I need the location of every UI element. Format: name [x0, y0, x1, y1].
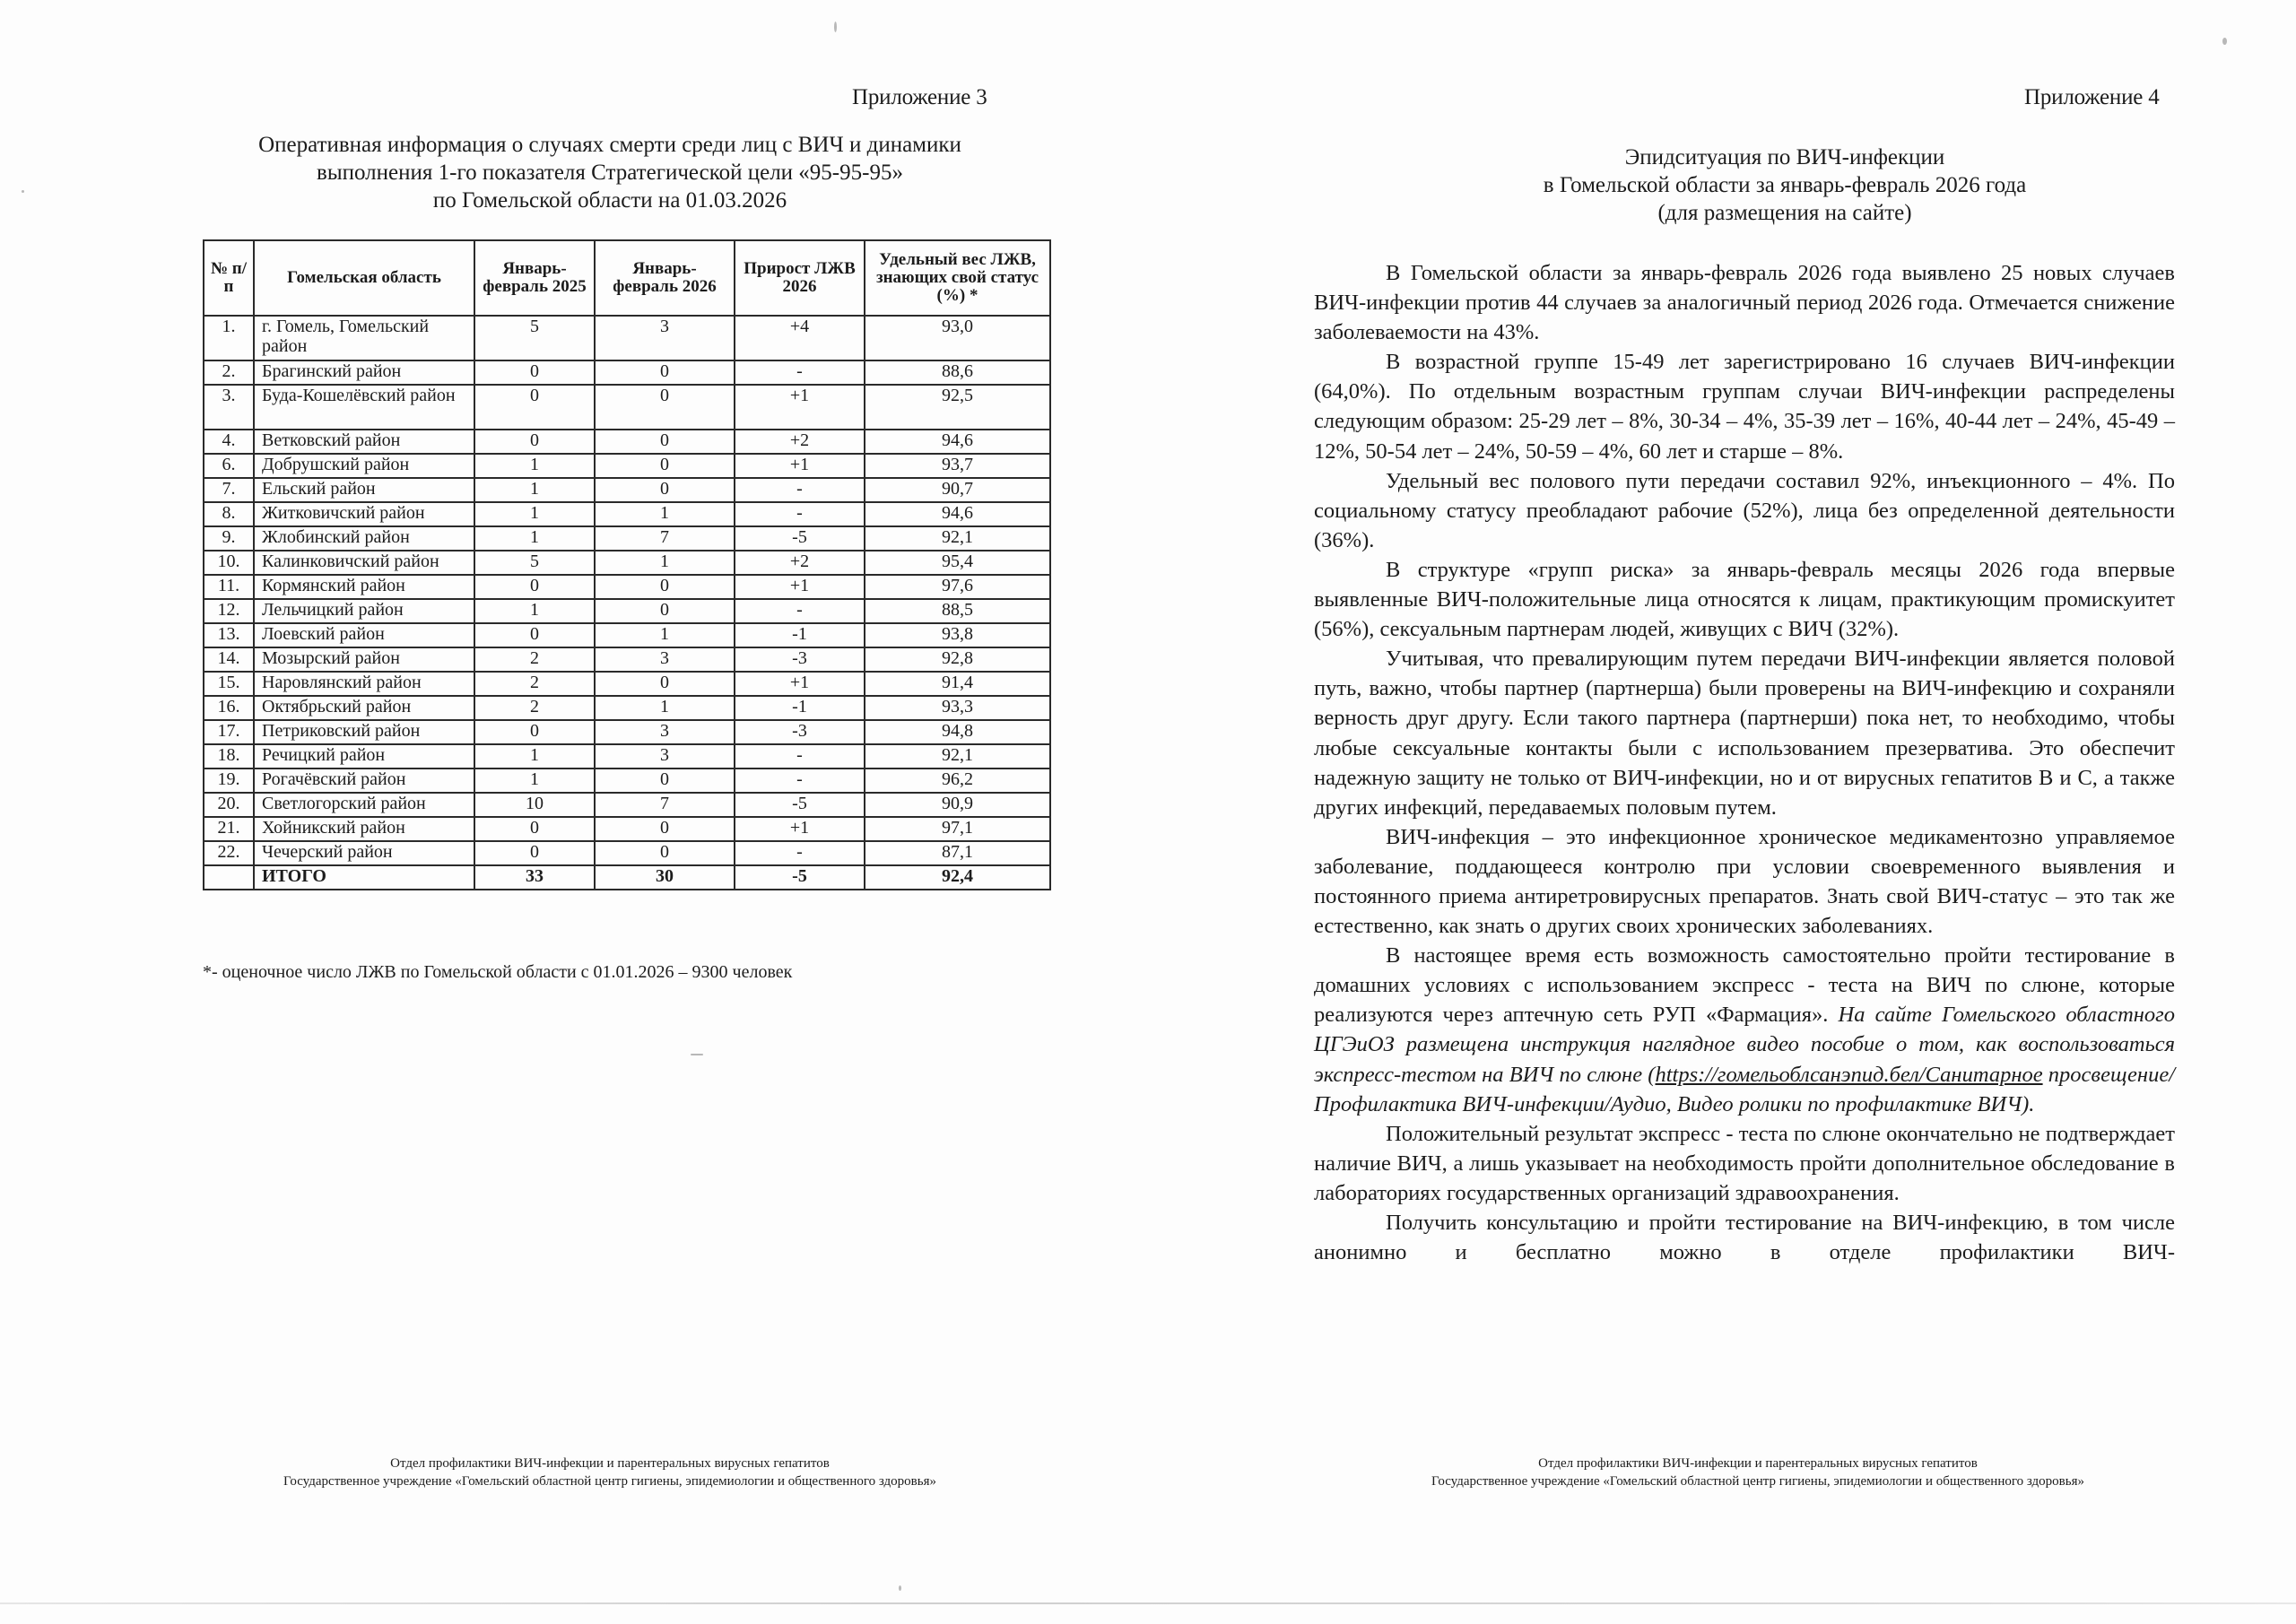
cell-region: Хойникский район: [254, 817, 474, 841]
cell-region: Лельчицкий район: [254, 599, 474, 623]
cell-share: 96,2: [865, 769, 1050, 793]
cell-region: Ветковский район: [254, 430, 474, 454]
table-row: [204, 454, 1050, 478]
document-title: [1381, 143, 2188, 227]
cell-num: 6.: [204, 454, 254, 478]
cell-num: 4.: [204, 430, 254, 454]
cell-num: 10.: [204, 551, 254, 575]
table-footnote: *- оценочное число ЛЖВ по Гомельской области с 01.01.2026 – 9300 человек: [203, 962, 793, 982]
title-line: Оперативная информация о случаях смерти среди лиц с ВИЧ и динамики: [258, 133, 961, 157]
cell-num: 11.: [204, 575, 254, 599]
scan-edge-line: [0, 1602, 2296, 1604]
table-row: [204, 696, 1050, 720]
cell-num: 22.: [204, 841, 254, 865]
document-title: [161, 131, 1058, 214]
cell-jan-feb-2025: 0: [474, 841, 595, 865]
footer-line: Государственное учреждение «Гомельский областной центр гигиены, эпидемиологии и общественного здоровья»: [1431, 1474, 2084, 1489]
cell-jan-feb-2026: 0: [595, 478, 735, 502]
table-row: [204, 575, 1050, 599]
cell-jan-feb-2026: 0: [595, 575, 735, 599]
table-header-row: [204, 240, 1050, 316]
paragraph-transmission: Удельный вес полового пути передачи составил 92%, инъекционного – 4%. По социальному статусу преобладают рабочие (52%), лица без определенной деятельности (36%).: [1314, 468, 2175, 552]
table-row: [204, 526, 1050, 551]
cell-jan-feb-2025: 1: [474, 769, 595, 793]
col-header-growth: Прирост ЛЖВ 2026: [735, 240, 865, 316]
cell-share: 90,9: [865, 793, 1050, 817]
cell-jan-feb-2025: 2: [474, 696, 595, 720]
cell-jan-feb-2026: 0: [595, 817, 735, 841]
self-testing-text: В настоящее время есть возможность самостоятельно пройти тестирование в домашних условиях с использованием экспресс - теста на ВИЧ по слюне, которые реализуются через аптечную сеть РУП «Фармация».: [1314, 943, 2175, 1028]
article-body: [1314, 258, 2175, 1267]
cell-jan-feb-2026: 30: [595, 865, 735, 890]
appendix-label: Приложение 4: [2024, 85, 2160, 109]
cell-share: 88,5: [865, 599, 1050, 623]
cell-growth: +1: [735, 575, 865, 599]
cell-region: Рогачёвский район: [254, 769, 474, 793]
cell-jan-feb-2025: 0: [474, 623, 595, 647]
self-testing-italic: На сайте Гомельского областного ЦГЭиОЗ размещена инструкция наглядное видео пособие о том, как воспользоваться экспресс-тестом на ВИЧ по слюне (: [1314, 1003, 2175, 1087]
table-row: [204, 385, 1050, 430]
table-row: [204, 672, 1050, 696]
self-testing-italic-after: просвещение/ Профилактика ВИЧ-инфекции/Аудио, Видео ролики по профилактике ВИЧ).: [1314, 1062, 2176, 1116]
cell-jan-feb-2026: 0: [595, 599, 735, 623]
cell-share: 93,7: [865, 454, 1050, 478]
cell-growth: -3: [735, 647, 865, 672]
cell-growth: -: [735, 599, 865, 623]
cell-jan-feb-2026: 3: [595, 744, 735, 769]
scan-speck: [22, 190, 24, 193]
cell-jan-feb-2025: 33: [474, 865, 595, 890]
cell-share: 90,7: [865, 478, 1050, 502]
paragraph-risk-groups: В структуре «групп риска» за январь-февраль месяцы 2026 года впервые выявленные ВИЧ-положительные лица относятся к лицам, практикующим промискуитет (56%), сексуальным партнерам людей, живущих с ВИЧ (32%).: [1314, 557, 2175, 642]
cell-jan-feb-2026: 3: [595, 647, 735, 672]
col-header-2026: Январь- февраль 2026: [595, 240, 735, 316]
cell-growth: +2: [735, 430, 865, 454]
cell-num: 20.: [204, 793, 254, 817]
cell-growth: +1: [735, 672, 865, 696]
col-header-region: Гомельская область: [254, 240, 474, 316]
table-row: [204, 478, 1050, 502]
cell-num: 12.: [204, 599, 254, 623]
cell-share: 95,4: [865, 551, 1050, 575]
cell-region: г. Гомель, Гомельский район: [254, 316, 474, 360]
cell-jan-feb-2026: 0: [595, 454, 735, 478]
cell-region: Петриковский район: [254, 720, 474, 744]
cell-growth: +1: [735, 454, 865, 478]
cell-num: 9.: [204, 526, 254, 551]
footer-line: Отдел профилактики ВИЧ-инфекции и парентеральных вирусных гепатитов: [390, 1456, 830, 1471]
cell-growth: -5: [735, 865, 865, 890]
cell-num: 21.: [204, 817, 254, 841]
paragraph-prevention: Учитывая, что превалирующим путем передачи ВИЧ-инфекции является половой путь, важно, чтобы партнер (партнерша) были проверены на ВИЧ-инфекцию и сохраняли верность друг другу. Если такого партнера (партнерши) пока нет, то необходимо, чтобы любые сексуальные контакты были с использованием презерватива. Это обеспечит надежную защиту не только от ВИЧ-инфекции, но и от вирусных гепатитов В и С, а также других инфекций, передаваемых половым путем.: [1314, 647, 2175, 820]
cell-share: 93,8: [865, 623, 1050, 647]
cell-share: 87,1: [865, 841, 1050, 865]
title-line: выполнения 1-го показателя Стратегической цели «95-95-95»: [317, 161, 903, 185]
cell-growth: -: [735, 841, 865, 865]
cell-num: [204, 865, 254, 890]
cell-share: 91,4: [865, 672, 1050, 696]
cell-growth: -1: [735, 623, 865, 647]
cell-growth: -5: [735, 793, 865, 817]
cell-jan-feb-2026: 3: [595, 316, 735, 360]
cell-jan-feb-2026: 0: [595, 672, 735, 696]
cell-jan-feb-2025: 1: [474, 502, 595, 526]
scan-speck: [691, 1054, 703, 1055]
cell-jan-feb-2026: 7: [595, 793, 735, 817]
table-row: [204, 744, 1050, 769]
cell-num: 15.: [204, 672, 254, 696]
paragraph-self-testing: [1314, 941, 2175, 1119]
footer-line: Государственное учреждение «Гомельский областной центр гигиены, эпидемиологии и общественного здоровья»: [283, 1474, 936, 1489]
table-row: [204, 430, 1050, 454]
cell-growth: -: [735, 478, 865, 502]
cell-region: Светлогорский район: [254, 793, 474, 817]
cell-growth: -: [735, 360, 865, 385]
cell-region: Речицкий район: [254, 744, 474, 769]
table-row: [204, 841, 1050, 865]
table-row: [204, 817, 1050, 841]
table-row: [204, 316, 1050, 360]
cell-growth: -5: [735, 526, 865, 551]
table-row: [204, 720, 1050, 744]
cell-growth: +1: [735, 817, 865, 841]
cell-region: Кормянский район: [254, 575, 474, 599]
cell-jan-feb-2025: 1: [474, 599, 595, 623]
cell-jan-feb-2025: 0: [474, 385, 595, 430]
cell-jan-feb-2025: 0: [474, 430, 595, 454]
cell-growth: -: [735, 769, 865, 793]
appendix-label: Приложение 3: [852, 85, 987, 109]
cell-jan-feb-2025: 0: [474, 817, 595, 841]
table-row: [204, 599, 1050, 623]
table-row: [204, 551, 1050, 575]
cell-share: 93,3: [865, 696, 1050, 720]
cell-share: 92,1: [865, 744, 1050, 769]
col-header-num: № п/п: [204, 240, 254, 316]
cell-jan-feb-2025: 1: [474, 744, 595, 769]
cell-share: 92,4: [865, 865, 1050, 890]
title-line: (для размещения на сайте): [1657, 201, 1912, 225]
title-line: по Гомельской области на 01.03.2026: [432, 188, 787, 213]
cell-jan-feb-2025: 1: [474, 526, 595, 551]
table-row: [204, 623, 1050, 647]
cell-share: 92,8: [865, 647, 1050, 672]
scan-speck: [2222, 38, 2227, 45]
cell-region: Ельский район: [254, 478, 474, 502]
title-line: Эпидситуация по ВИЧ-инфекции: [1624, 145, 1945, 169]
cell-jan-feb-2026: 3: [595, 720, 735, 744]
cell-jan-feb-2025: 5: [474, 316, 595, 360]
table-total-row: [204, 865, 1050, 890]
cell-num: 7.: [204, 478, 254, 502]
cell-share: 93,0: [865, 316, 1050, 360]
col-header-2025: Январь- февраль 2025: [474, 240, 595, 316]
paragraph-positive-result: Положительный результат экспресс - теста по слюне окончательно не подтверждает наличие ВИЧ, а лишь указывает на необходимость пройти дополнительное обследование в лабораториях государственных организаций здравоохранения.: [1314, 1121, 2175, 1205]
cell-jan-feb-2025: 1: [474, 454, 595, 478]
cell-num: 13.: [204, 623, 254, 647]
cell-jan-feb-2025: 5: [474, 551, 595, 575]
cell-growth: -: [735, 502, 865, 526]
cell-region: Октябрьский район: [254, 696, 474, 720]
page-footer: [179, 1455, 1040, 1490]
paragraph-new-cases: В Гомельской области за январь-февраль 2026 года выявлено 25 новых случаев ВИЧ-инфекции против 44 случаев за аналогичный период 2026 года. Отмечается снижение заболеваемости на 43%.: [1314, 261, 2175, 345]
cell-jan-feb-2026: 0: [595, 430, 735, 454]
cell-region: Жлобинский район: [254, 526, 474, 551]
cell-growth: +4: [735, 316, 865, 360]
cell-region: Брагинский район: [254, 360, 474, 385]
cell-num: 16.: [204, 696, 254, 720]
cell-jan-feb-2026: 7: [595, 526, 735, 551]
cell-region: Наровлянский район: [254, 672, 474, 696]
cell-num: 2.: [204, 360, 254, 385]
cell-region: Калинковичский район: [254, 551, 474, 575]
scan-speck: [899, 1585, 901, 1591]
table-row: [204, 502, 1050, 526]
cell-region: Добрушский район: [254, 454, 474, 478]
cell-jan-feb-2026: 1: [595, 502, 735, 526]
cell-num: 18.: [204, 744, 254, 769]
cell-growth: +2: [735, 551, 865, 575]
hiv-data-table: [203, 239, 1051, 890]
cell-jan-feb-2026: 0: [595, 360, 735, 385]
table-row: [204, 769, 1050, 793]
page-footer: [1309, 1455, 2206, 1490]
cell-jan-feb-2026: 0: [595, 769, 735, 793]
cell-jan-feb-2025: 0: [474, 360, 595, 385]
cell-share: 97,6: [865, 575, 1050, 599]
cell-jan-feb-2026: 1: [595, 623, 735, 647]
cell-num: 14.: [204, 647, 254, 672]
cell-num: 8.: [204, 502, 254, 526]
website-link[interactable]: https://гомельоблсанэпид.бел/Санитарное: [1655, 1062, 2043, 1087]
cell-share: 92,1: [865, 526, 1050, 551]
cell-jan-feb-2026: 1: [595, 696, 735, 720]
cell-region: Буда-Кошелёвский район: [254, 385, 474, 430]
cell-num: 3.: [204, 385, 254, 430]
cell-region: Житковичский район: [254, 502, 474, 526]
cell-share: 94,6: [865, 502, 1050, 526]
table-row: [204, 793, 1050, 817]
cell-region: ИТОГО: [254, 865, 474, 890]
cell-share: 97,1: [865, 817, 1050, 841]
cell-jan-feb-2025: 10: [474, 793, 595, 817]
paragraph-chronic-disease: ВИЧ-инфекция – это инфекционное хроническое медикаментозно управляемое заболевание, поддающееся контролю при условии своевременного выявления и постоянного приема антиретровирусных препаратов. Знать свой ВИЧ-статус – это так же естественно, как знать о других своих хронических заболеваниях.: [1314, 824, 2175, 939]
cell-num: 1.: [204, 316, 254, 360]
cell-jan-feb-2025: 2: [474, 672, 595, 696]
cell-jan-feb-2026: 1: [595, 551, 735, 575]
cell-jan-feb-2025: 0: [474, 720, 595, 744]
table-row: [204, 647, 1050, 672]
cell-share: 94,8: [865, 720, 1050, 744]
cell-jan-feb-2025: 0: [474, 575, 595, 599]
cell-growth: -1: [735, 696, 865, 720]
title-line: в Гомельской области за январь-февраль 2026 года: [1543, 173, 2027, 197]
paragraph-age-groups: В возрастной группе 15-49 лет зарегистрировано 16 случаев ВИЧ-инфекции (64,0%). По отдельным возрастным группам случаи ВИЧ-инфекции распределены следующим образом: 25-29 лет – 8%, 30-34 – 4%, 35-39 лет – 16%, 40-44 лет – 24%, 45-49 – 12%, 50-54 лет – 24%, 50-59 – 4%, 60 лет и старше – 8%.: [1314, 350, 2175, 464]
cell-growth: -: [735, 744, 865, 769]
cell-jan-feb-2025: 2: [474, 647, 595, 672]
cell-growth: -3: [735, 720, 865, 744]
scan-speck: [834, 22, 837, 32]
cell-num: 17.: [204, 720, 254, 744]
cell-share: 88,6: [865, 360, 1050, 385]
cell-region: Лоевский район: [254, 623, 474, 647]
cell-region: Мозырский район: [254, 647, 474, 672]
col-header-share: Удельный вес ЛЖВ, знающих свой статус (%) *: [865, 240, 1050, 316]
cell-jan-feb-2026: 0: [595, 841, 735, 865]
cell-region: Чечерский район: [254, 841, 474, 865]
cell-growth: +1: [735, 385, 865, 430]
cell-jan-feb-2026: 0: [595, 385, 735, 430]
cell-share: 92,5: [865, 385, 1050, 430]
cell-num: 19.: [204, 769, 254, 793]
footer-line: Отдел профилактики ВИЧ-инфекции и парентеральных вирусных гепатитов: [1538, 1456, 1978, 1471]
cell-share: 94,6: [865, 430, 1050, 454]
cell-jan-feb-2025: 1: [474, 478, 595, 502]
paragraph-consultation: Получить консультацию и пройти тестирование на ВИЧ-инфекцию, в том числе анонимно и бесплатно можно в отделе профилактики ВИЧ-: [1314, 1211, 2175, 1265]
table-row: [204, 360, 1050, 385]
